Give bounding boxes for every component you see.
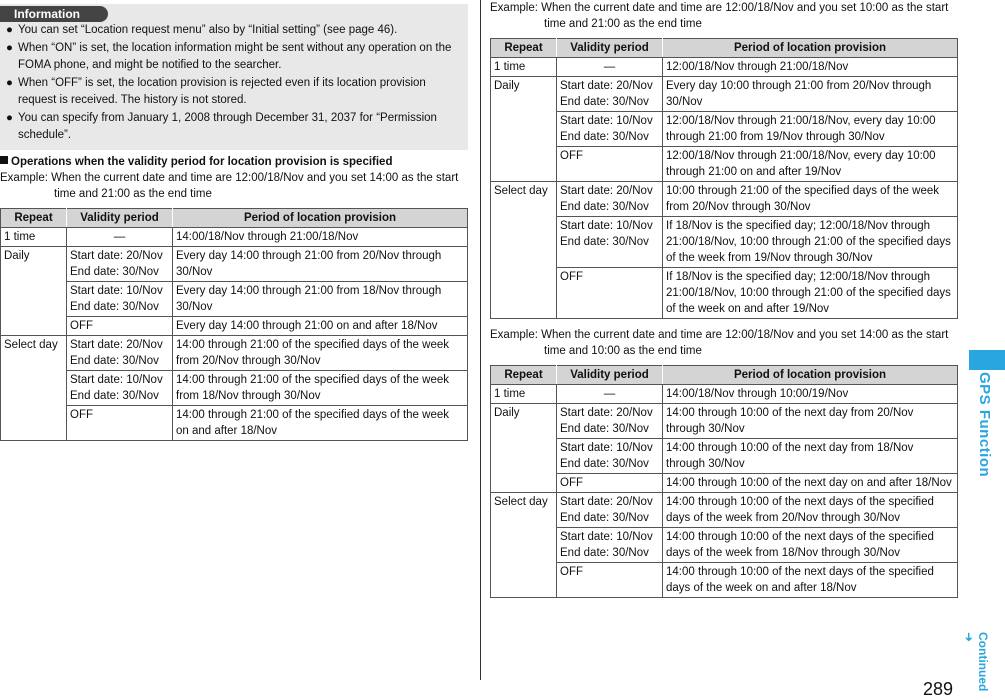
table-row: OFF 12:00/18/Nov through 21:00/18/Nov, every day 10:00 through 21:00 on and after 19/Nov <box>491 147 958 182</box>
right-column <box>490 0 958 598</box>
chapter-tab-bar <box>969 350 1005 370</box>
example-2-text: Example: When the current date and time are 12:00/18/Nov and you set 10:00 as the start time and 21:00 as the end time <box>490 2 949 30</box>
table-row: Start date: 10/Nov End date: 30/Nov If 18/Nov is the specified day; 12:00/18/Nov through 21:00/18/Nov, 10:00 through 21:00 of the specified days of the week from 19/Nov through 30/Nov <box>491 217 958 268</box>
bullet-icon: ● <box>6 112 13 124</box>
table-row: Start date: 10/Nov End date: 30/Nov 14:00 through 21:00 of the specified days of the week from 18/Nov through 30/Nov <box>1 371 468 406</box>
provision-table-3 <box>490 365 958 598</box>
info-item: ● When “ON” is set, the location information might be sent without any operation on the FOMA phone, and might be notified to the searcher. <box>6 42 452 71</box>
table-row: Daily Start date: 20/Nov End date: 30/Nov Every day 10:00 through 21:00 from 20/Nov through 30/Nov <box>491 77 958 112</box>
table-header-row <box>1 209 468 228</box>
table-row: Daily Start date: 20/Nov End date: 30/Nov 14:00 through 10:00 of the next day from 20/Nov through 30/Nov <box>491 404 958 439</box>
table-row: Select day Start date: 20/Nov End date: 30/Nov 14:00 through 21:00 of the specified days of the week from 20/Nov through 30/Nov <box>1 336 468 371</box>
header-repeat: Repeat <box>491 366 557 385</box>
table-row: OFF Every day 14:00 through 21:00 on and after 18/Nov <box>1 317 468 336</box>
table-header-row <box>491 366 958 385</box>
table-row: Start date: 10/Nov End date: 30/Nov Every day 14:00 through 21:00 from 18/Nov through 30/Nov <box>1 282 468 317</box>
table-row: OFF 14:00 through 10:00 of the next day on and after 18/Nov <box>491 474 958 493</box>
table-row: OFF If 18/Nov is the specified day; 12:00/18/Nov through 21:00/18/Nov, 10:00 through 21:00 of the specified days of the week on and after 19/Nov <box>491 268 958 319</box>
information-list <box>6 22 462 144</box>
table-row: Select day Start date: 20/Nov End date: 30/Nov 14:00 through 10:00 of the next days of the specified days of the week from 20/Nov through 30/Nov <box>491 493 958 528</box>
provision-table-2 <box>490 38 958 319</box>
header-validity: Validity period <box>557 366 663 385</box>
continued-label: Continued ➜ <box>962 632 990 692</box>
header-period: Period of location provision <box>173 209 468 228</box>
table-row: Start date: 10/Nov End date: 30/Nov 14:00 through 10:00 of the next day from 18/Nov through 30/Nov <box>491 439 958 474</box>
information-box <box>0 4 468 150</box>
page-number: 289 <box>923 679 954 699</box>
header-validity: Validity period <box>557 39 663 58</box>
chapter-side-tab <box>969 350 1005 495</box>
section-heading: Operations when the validity period for location provision is specified <box>0 154 468 170</box>
table-row: OFF 14:00 through 21:00 of the specified days of the week on and after 18/Nov <box>1 406 468 441</box>
column-divider <box>480 0 481 680</box>
table-row: 1 time — 14:00/18/Nov through 21:00/18/Nov <box>1 228 468 247</box>
table-row: Select day Start date: 20/Nov End date: 30/Nov 10:00 through 21:00 of the specified days of the week from 20/Nov through 30/Nov <box>491 182 958 217</box>
table-header-row <box>491 39 958 58</box>
header-period: Period of location provision <box>663 39 958 58</box>
table-row: Start date: 10/Nov End date: 30/Nov 14:00 through 10:00 of the next days of the specified days of the week from 18/Nov through 30/Nov <box>491 528 958 563</box>
left-column <box>0 4 468 441</box>
chapter-title: GPS Function <box>976 372 993 478</box>
info-item: ● When “OFF” is set, the location provision is rejected even if its location provision request is received. The history is not stored. <box>6 77 426 106</box>
information-label: Information <box>0 6 108 22</box>
table-row: Daily Start date: 20/Nov End date: 30/Nov Every day 14:00 through 21:00 from 20/Nov through 30/Nov <box>1 247 468 282</box>
info-item: ● You can set “Location request menu” also by “Initial setting” (see page 46). <box>6 22 462 39</box>
example-3-text: Example: When the current date and time are 12:00/18/Nov and you set 14:00 as the start time and 10:00 as the end time <box>490 329 949 357</box>
header-repeat: Repeat <box>1 209 67 228</box>
info-item: ● You can specify from January 1, 2008 through December 31, 2037 for “Permission schedule”. <box>6 112 437 141</box>
table-row: OFF 14:00 through 10:00 of the next days of the specified days of the week on and after 18/Nov <box>491 563 958 598</box>
square-bullet-icon <box>0 156 8 164</box>
bullet-icon: ● <box>6 42 13 54</box>
bullet-icon: ● <box>6 77 13 89</box>
table-row: 1 time — 12:00/18/Nov through 21:00/18/Nov <box>491 58 958 77</box>
provision-table-1 <box>0 208 468 441</box>
example-1-text: Example: When the current date and time are 12:00/18/Nov and you set 14:00 as the start time and 21:00 as the end time <box>0 172 459 200</box>
table-row: Start date: 10/Nov End date: 30/Nov 12:00/18/Nov through 21:00/18/Nov, every day 10:00 through 21:00 from 19/Nov through 30/Nov <box>491 112 958 147</box>
header-period: Period of location provision <box>663 366 958 385</box>
bullet-icon: ● <box>6 24 13 36</box>
header-repeat: Repeat <box>491 39 557 58</box>
header-validity: Validity period <box>67 209 173 228</box>
table-row: 1 time — 14:00/18/Nov through 10:00/19/Nov <box>491 385 958 404</box>
